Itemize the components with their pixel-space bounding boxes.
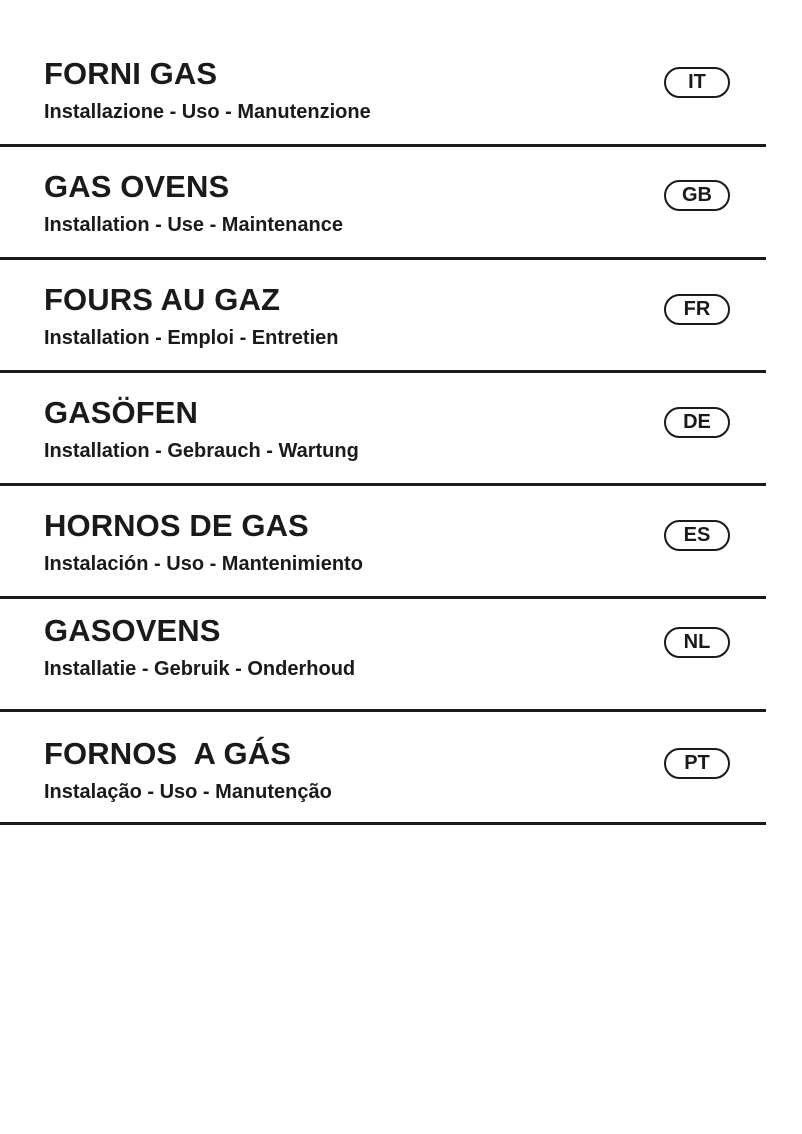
language-code-badge: PT: [664, 748, 730, 779]
section-title: GAS OVENS: [44, 169, 230, 204]
section-title: FOURS AU GAZ: [44, 282, 280, 317]
language-code-badge: NL: [664, 627, 730, 658]
section-divider: [0, 596, 766, 599]
section-subtitle: Installazione - Uso - Manutenzione: [44, 101, 371, 123]
section-divider: [0, 370, 766, 373]
language-code-badge: GB: [664, 180, 730, 211]
section-title: FORNI GAS: [44, 56, 218, 91]
section-subtitle: Installation - Use - Maintenance: [44, 214, 343, 236]
section-title: GASÖFEN: [44, 395, 198, 430]
section-title: FORNOS A GÁS: [44, 736, 292, 771]
section-subtitle: Installatie - Gebruik - Onderhoud: [44, 658, 356, 680]
language-code-badge: DE: [664, 407, 730, 438]
language-code-badge: ES: [664, 520, 730, 551]
section-title: GASOVENS: [44, 613, 221, 648]
section-subtitle: Installation - Emploi - Entretien: [44, 327, 339, 349]
section-title: HORNOS DE GAS: [44, 508, 309, 543]
section-divider: [0, 822, 766, 825]
section-subtitle: Instalação - Uso - Manutenção: [44, 781, 332, 803]
section-divider: [0, 257, 766, 260]
language-code-badge: FR: [664, 294, 730, 325]
section-divider: [0, 144, 766, 147]
section-subtitle: Instalación - Uso - Mantenimiento: [44, 553, 363, 575]
section-subtitle: Installation - Gebrauch - Wartung: [44, 440, 359, 462]
section-divider: [0, 483, 766, 486]
section-divider: [0, 709, 766, 712]
language-code-badge: IT: [664, 67, 730, 98]
